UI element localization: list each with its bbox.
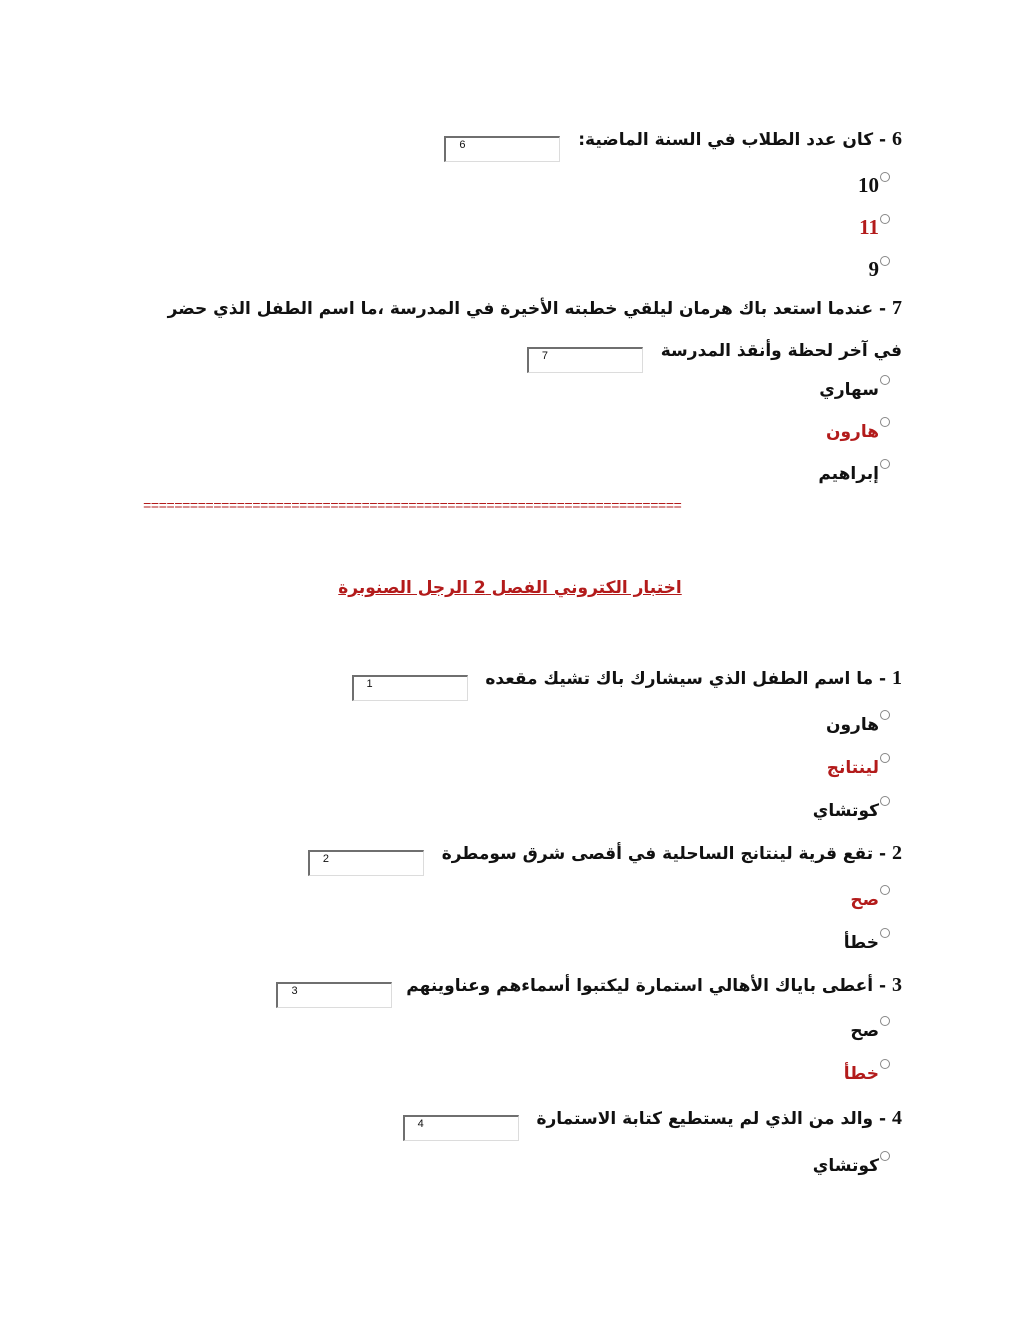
option-radio[interactable] <box>818 459 890 485</box>
radio-icon[interactable] <box>880 885 890 895</box>
question-text: - ما اسم الطفل الذي سيشارك باك تشيك مقعده <box>485 669 887 689</box>
option-label: كوتشاي <box>812 801 879 821</box>
question-4 <box>403 1107 902 1141</box>
option-label: كوتشاي <box>812 1156 879 1176</box>
answer-box[interactable]: 6 <box>444 136 560 162</box>
option-label: 9 <box>868 257 879 281</box>
question-number: 6 <box>892 128 902 150</box>
option-label: صح <box>850 890 879 910</box>
radio-icon[interactable] <box>880 928 890 938</box>
section-title: اختبار الكتروني الفصل 2 الرجل الصنوبرة <box>338 578 682 598</box>
option-label: خطأ <box>843 1064 879 1084</box>
question-text: - كان عدد الطلاب في السنة الماضية: <box>578 130 887 150</box>
option-label: هارون <box>825 715 879 735</box>
answer-box[interactable]: 4 <box>403 1115 519 1141</box>
radio-icon[interactable] <box>880 796 890 806</box>
question-7 <box>140 287 902 373</box>
radio-icon[interactable] <box>880 459 890 469</box>
option-label: إبراهيم <box>818 464 879 484</box>
option-radio[interactable] <box>858 172 890 196</box>
radio-icon[interactable] <box>880 1059 890 1069</box>
answer-box[interactable]: 7 <box>527 347 643 373</box>
option-radio[interactable] <box>859 214 890 238</box>
question-number: 1 <box>892 667 902 689</box>
radio-icon[interactable] <box>880 1016 890 1026</box>
option-label: 11 <box>859 215 879 239</box>
radio-icon[interactable] <box>880 256 890 266</box>
answer-box[interactable]: 2 <box>308 850 424 876</box>
option-label: لينتانج <box>826 758 879 778</box>
option-radio[interactable] <box>813 796 890 822</box>
option-radio[interactable] <box>850 1016 890 1042</box>
question-3 <box>276 974 902 1008</box>
option-label: خطأ <box>843 933 879 953</box>
question-1 <box>352 667 902 701</box>
option-radio[interactable] <box>826 710 890 736</box>
radio-icon[interactable] <box>880 172 890 182</box>
answer-box[interactable]: 3 <box>276 982 392 1008</box>
question-text: - عندما استعد باك هرمان ليلقي خطبته الأخيرة في المدرسة ،ما اسم الطفل الذي حضر في آخر لحظة وأنقذ المدرسة <box>167 299 902 361</box>
question-number: 4 <box>892 1107 902 1129</box>
option-radio[interactable] <box>819 375 890 401</box>
radio-icon[interactable] <box>880 753 890 763</box>
option-label: سهاري <box>819 380 879 400</box>
option-radio[interactable] <box>826 417 890 443</box>
option-radio[interactable] <box>850 885 890 911</box>
option-label: هارون <box>825 422 879 442</box>
question-number: 3 <box>892 974 902 996</box>
option-label: 10 <box>858 173 879 197</box>
answer-box[interactable]: 1 <box>352 675 468 701</box>
radio-icon[interactable] <box>880 1151 890 1161</box>
separator-line: ===================================================================== <box>143 499 682 515</box>
question-text: - أعطى باياك الأهالي استمارة ليكتبوا أسماءهم وعناوينهم <box>406 976 887 996</box>
option-label: صح <box>850 1021 879 1041</box>
question-text: - تقع قرية لينتانج الساحلية في أقصى شرق سومطرة <box>441 844 887 864</box>
option-radio[interactable] <box>844 1059 890 1085</box>
option-radio[interactable] <box>813 1151 890 1177</box>
question-6 <box>444 128 902 162</box>
radio-icon[interactable] <box>880 375 890 385</box>
radio-icon[interactable] <box>880 214 890 224</box>
question-2 <box>308 842 902 876</box>
radio-icon[interactable] <box>880 710 890 720</box>
question-number: 2 <box>892 842 902 864</box>
question-number: 7 <box>892 297 902 319</box>
option-radio[interactable] <box>827 753 890 779</box>
question-text: - والد من الذي لم يستطيع كتابة الاستمارة <box>536 1109 887 1129</box>
option-radio[interactable] <box>844 928 890 954</box>
option-radio[interactable] <box>869 256 891 280</box>
radio-icon[interactable] <box>880 417 890 427</box>
